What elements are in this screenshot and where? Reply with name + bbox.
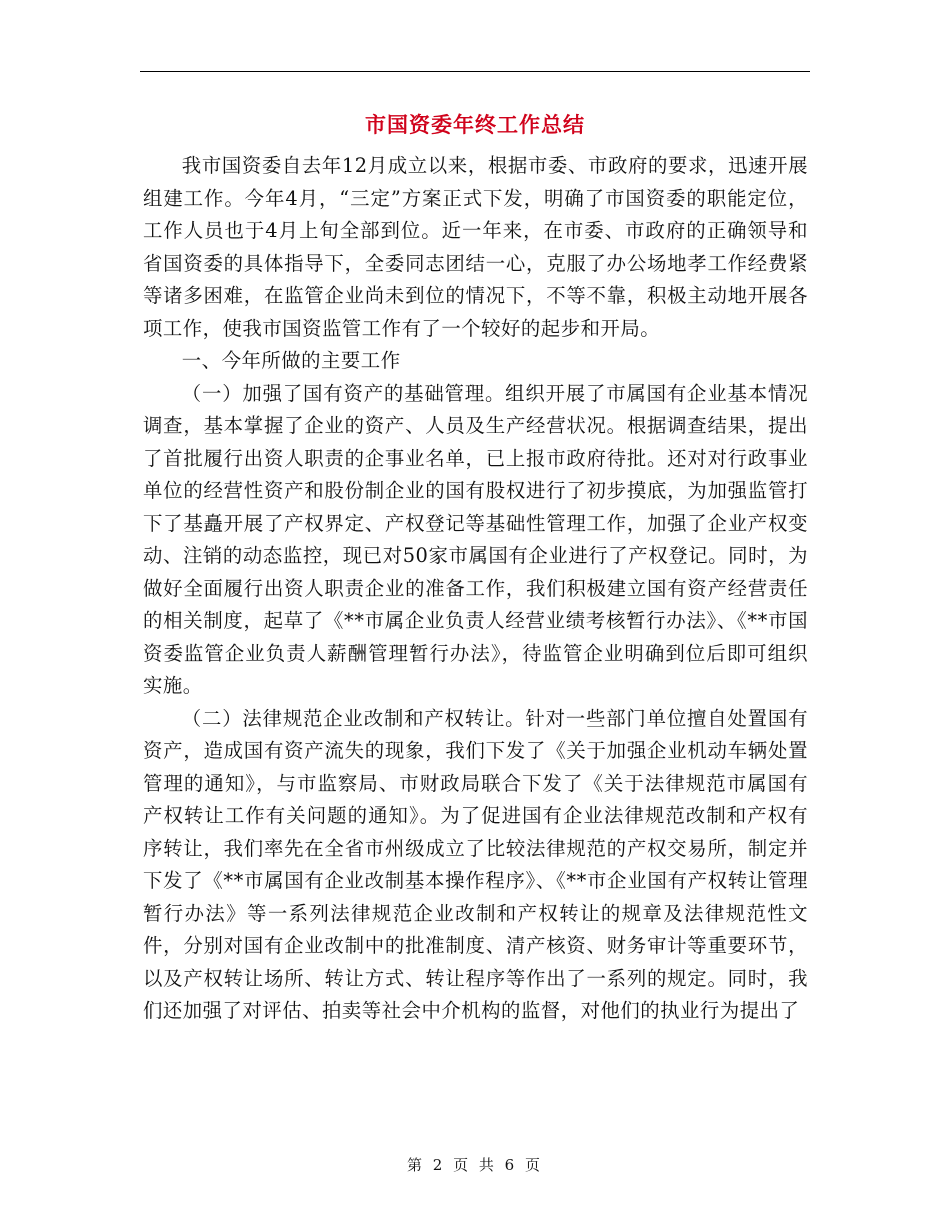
paragraph-enterprise-reform: （二）法律规范企业改制和产权转让。针对一些部门单位擅自处置国有资产，造成国有资产流失的现象，我们下发了《关于加强企业机动车辆处置管理的通知》，与市监察局、市财政局联合下发了《关于法律规范市属国有产权转让工作有关问题的通知》。为了促进国有企业法律规范改制和产权有序转让，我们率先在全省市州级成立了比较法律规范的产权交易所，制定并下发了《**市属国有企业改制基本操作程序》、《**市企业国有产权转让管理暂行办法》等一系列法律规范企业改制和产权转让的规章及法律规范性文件，分别对国有企业改制中的批准制度、清产核资、财务审计等重要环节，以及产权转让场所、转让方式、转让程序等作出了一系列的规定。同时，我们还加强了对评估、拍卖等社会中介机构的监督，对他们的执业行为提出了 <box>143 706 808 1022</box>
paragraph-asset-management: （一）加强了国有资产的基础管理。组织开展了市属国有企业基本情况调查，基本掌握了企业的资产、人员及生产经营状况。根据调查结果，提出了首批履行出资人职责的企事业名单，已上报市政府待批。还对对行政事业单位的经营性资产和股份制企业的国有股权进行了初步摸底，为加强监管打下了基矗开展了产权界定、产权登记等基础性管理工作，加强了企业产权变动、注销的动态监控，现已对50家市属国有企业进行了产权登记。同时，为做好全面履行出资人职责企业的准备工作，我们积极建立国有资产经营责任的相关制度，起草了《**市属企业负责人经营业绩考核暂行办法》、《**市国资委监管企业负责人薪酬管理暂行办法》，待监管企业明确到位后即可组织实施。 <box>143 381 808 697</box>
paragraph-intro: 我市国资委自去年12月成立以来，根据市委、市政府的要求，迅速开展组建工作。今年4月，“三定”方案正式下发，明确了市国资委的职能定位，工作人员也于4月上旬全部到位。近一年来，在市委、市政府的正确领导和省国资委的具体指导下，全委同志团结一心，克服了办公场地孝工作经费紧等诸多困难，在监管企业尚未到位的情况下，不等不靠，积极主动地开展各项工作，使我市国资监管工作有了一个较好的起步和开局。 <box>143 154 808 340</box>
header-rule <box>140 71 810 72</box>
document-body <box>143 150 808 1028</box>
document-title: 市国资委年终工作总结 <box>365 112 585 137</box>
page-footer: 第 2 页 共 6 页 <box>407 1156 543 1174</box>
section-heading-main-work: 一、今年所做的主要工作 <box>181 349 401 372</box>
